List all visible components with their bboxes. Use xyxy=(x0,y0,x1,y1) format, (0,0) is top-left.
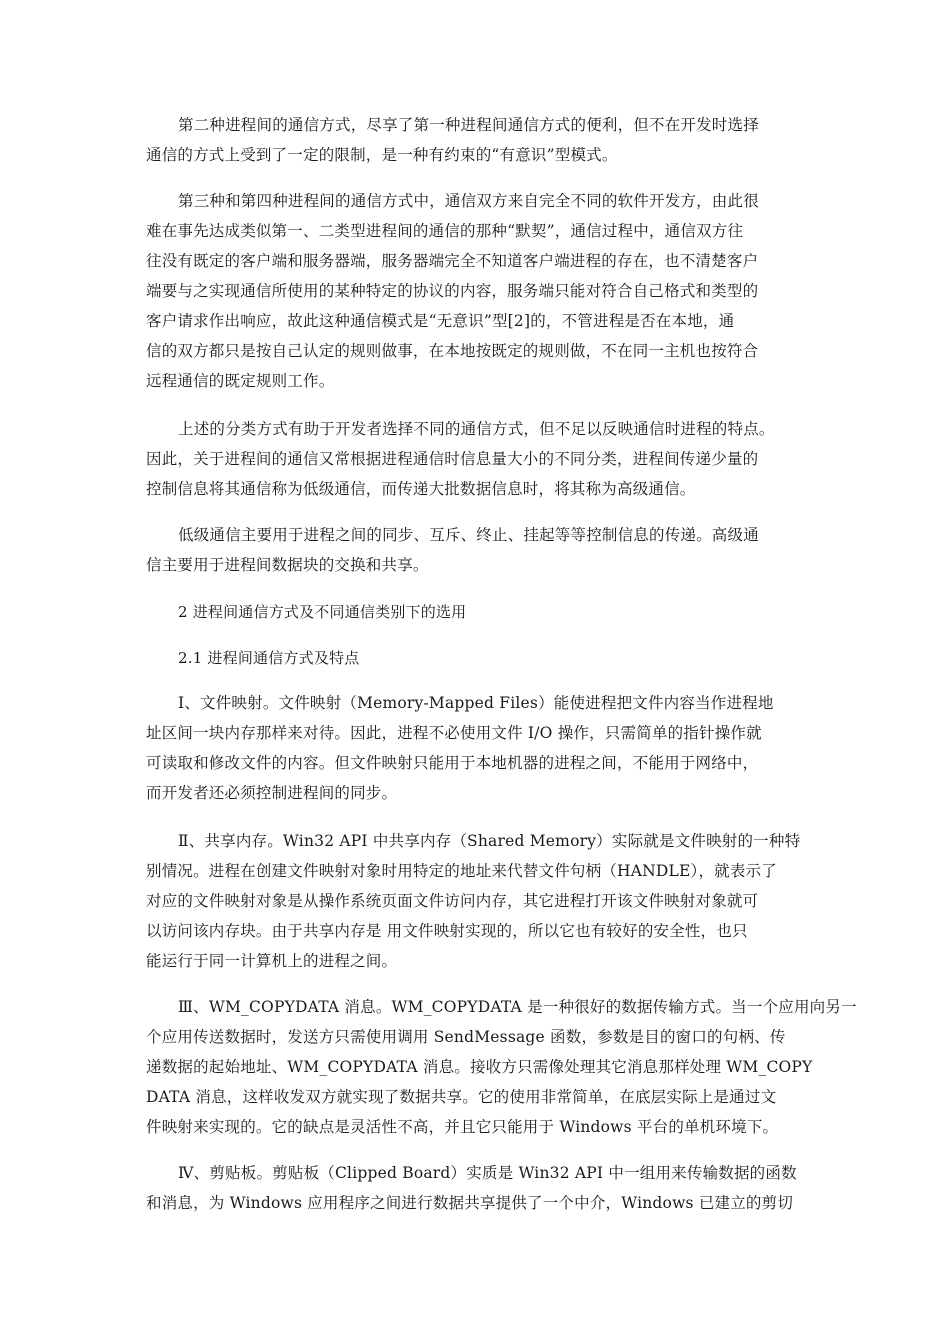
text-line: 递数据的起始地址、WM_COPYDATA 消息。接收方只需像处理其它消息那样处理 WM_COPY xyxy=(146,1058,813,1076)
text-line: 远程通信的既定规则工作。 xyxy=(146,372,335,390)
text-line: 端要与之实现通信所使用的某种特定的协议的内容，服务端只能对符合自己格式和类型的 xyxy=(146,282,759,300)
text-line: 难在事先达成类似第一、二类型进程间的通信的那种“默契”，通信过程中，通信双方往 xyxy=(146,222,744,240)
subsection-title: 2.1 进程间通信方式及特点 xyxy=(178,649,360,667)
paragraph-second-ipc-mode xyxy=(146,110,806,170)
text-line: 可读取和修改文件的内容。但文件映射只能用于本地机器的进程之间，不能用于网络中， xyxy=(146,754,759,772)
text-line: Ⅰ、文件映射。文件映射（Memory-Mapped Files）能使进程把文件内容当作进程地 xyxy=(178,694,774,712)
text-line: DATA 消息，这样收发双方就实现了数据共享。它的使用非常简单，在底层实际上是通过文 xyxy=(146,1088,777,1106)
text-line: 上述的分类方式有助于开发者选择不同的通信方式，但不足以反映通信时进程的特点。 xyxy=(178,420,775,438)
paragraph-wm-copydata xyxy=(146,992,857,1142)
text-line: 对应的文件映射对象是从操作系统页面文件访问内存，其它进程打开该文件映射对象就可 xyxy=(146,892,759,910)
text-line: 能运行于同一计算机上的进程之间。 xyxy=(146,952,398,970)
section-heading-2 xyxy=(146,597,806,627)
paragraph-shared-memory xyxy=(146,826,806,976)
text-line: 因此，关于进程间的通信又常根据进程通信时信息量大小的不同分类，进程间传递少量的 xyxy=(146,450,759,468)
section-heading-2-1 xyxy=(146,643,806,673)
text-line: 而开发者还必须控制进程间的同步。 xyxy=(146,784,398,802)
text-line: 通信的方式上受到了一定的限制，是一种有约束的“有意识”型模式。 xyxy=(146,146,618,164)
text-line: 客户请求作出响应，故此这种通信模式是“无意识”型[2]的，不管进程是否在本地，通 xyxy=(146,312,735,330)
text-line: 信主要用于进程间数据块的交换和共享。 xyxy=(146,556,429,574)
text-line: 别情况。进程在创建文件映射对象时用特定的地址来代替文件句柄（HANDLE），就表示了 xyxy=(146,862,777,880)
text-line: 个应用传送数据时，发送方只需使用调用 SendMessage 函数，参数是目的窗口的句柄、传 xyxy=(146,1028,786,1046)
text-line: Ⅱ、共享内存。Win32 API 中共享内存（Shared Memory）实际就是文件映射的一种特 xyxy=(178,832,801,850)
section-title: 2 进程间通信方式及不同通信类别下的选用 xyxy=(178,603,467,621)
paragraph-third-fourth-ipc-mode xyxy=(146,186,806,396)
text-line: 和消息，为 Windows 应用程序之间进行数据共享提供了一个中介，Windows 已建立的剪切 xyxy=(146,1194,794,1212)
text-line: Ⅳ、剪贴板。剪贴板（Clipped Board）实质是 Win32 API 中一组用来传输数据的函数 xyxy=(178,1164,797,1182)
text-line: 件映射来实现的。它的缺点是灵活性不高，并且它只能用于 Windows 平台的单机环境下。 xyxy=(146,1118,779,1136)
text-line: Ⅲ、WM_COPYDATA 消息。WM_COPYDATA 是一种很好的数据传输方式。当一个应用向另一 xyxy=(178,998,857,1016)
text-line: 往没有既定的客户端和服务器端，服务器端完全不知道客户端进程的存在，也不清楚客户 xyxy=(146,252,759,270)
text-line: 信的双方都只是按自己认定的规则做事，在本地按既定的规则做，不在同一主机也按符合 xyxy=(146,342,759,360)
text-line: 第三种和第四种进程间的通信方式中，通信双方来自完全不同的软件开发方，由此很 xyxy=(178,192,759,210)
text-line: 第二种进程间的通信方式，尽享了第一种进程间通信方式的便利，但不在开发时选择 xyxy=(178,116,759,134)
paragraph-low-high-level-communication xyxy=(146,520,806,580)
text-line: 址区间一块内存那样来对待。因此，进程不必使用文件 I/O 操作，只需简单的指针操作就 xyxy=(146,724,762,742)
paragraph-classification-summary xyxy=(146,414,806,504)
paragraph-file-mapping xyxy=(146,688,806,808)
paragraph-clipboard xyxy=(146,1158,806,1218)
text-line: 以访问该内存块。由于共享内存是 用文件映射实现的，所以它也有较好的安全性，也只 xyxy=(146,922,748,940)
text-line: 控制信息将其通信称为低级通信，而传递大批数据信息时，将其称为高级通信。 xyxy=(146,480,696,498)
text-line: 低级通信主要用于进程之间的同步、互斥、终止、挂起等等控制信息的传递。高级通 xyxy=(178,526,759,544)
